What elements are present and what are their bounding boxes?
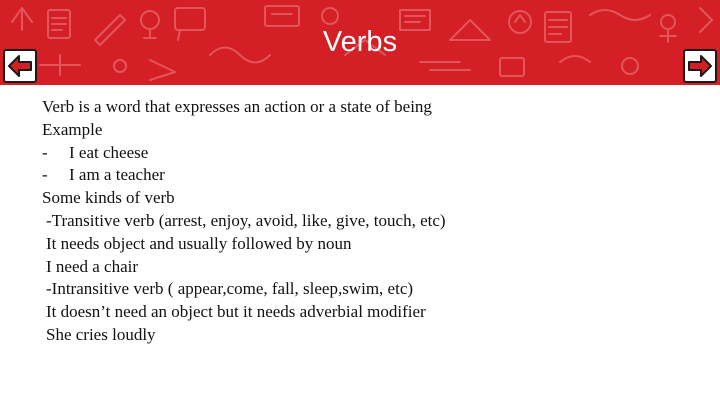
slide-body — [42, 96, 682, 347]
example-heading: Example — [42, 119, 103, 139]
intransitive-example: She cries loudly — [46, 324, 156, 344]
transitive-example: I need a chair — [46, 256, 139, 276]
transitive-description: It needs object and usually followed by noun — [46, 233, 352, 253]
slide-title: Verbs — [322, 26, 398, 58]
example-bullet: - — [42, 142, 48, 162]
definition-text: Verb is a word that expresses an action or a state of being — [42, 97, 432, 116]
example-text: I am a teacher — [69, 165, 165, 185]
next-slide-button[interactable] — [683, 49, 717, 83]
arrow-right-icon — [685, 51, 715, 81]
example-item — [42, 142, 682, 165]
previous-slide-button[interactable] — [3, 49, 37, 83]
slide-header — [0, 0, 720, 85]
example-bullet: - — [42, 165, 48, 185]
example-item — [42, 164, 682, 187]
example-text: I eat cheese — [69, 142, 149, 162]
intransitive-description: It doesn’t need an object but it needs adverbial modifier — [46, 302, 426, 322]
arrow-left-icon — [5, 51, 35, 81]
transitive-heading: -Transitive verb (arrest, enjoy, avoid, like, give, touch, etc) — [46, 210, 446, 230]
intransitive-heading: -Intransitive verb ( appear,come, fall, sleep,swim, etc) — [46, 279, 414, 299]
kinds-heading: Some kinds of verb — [42, 188, 175, 208]
